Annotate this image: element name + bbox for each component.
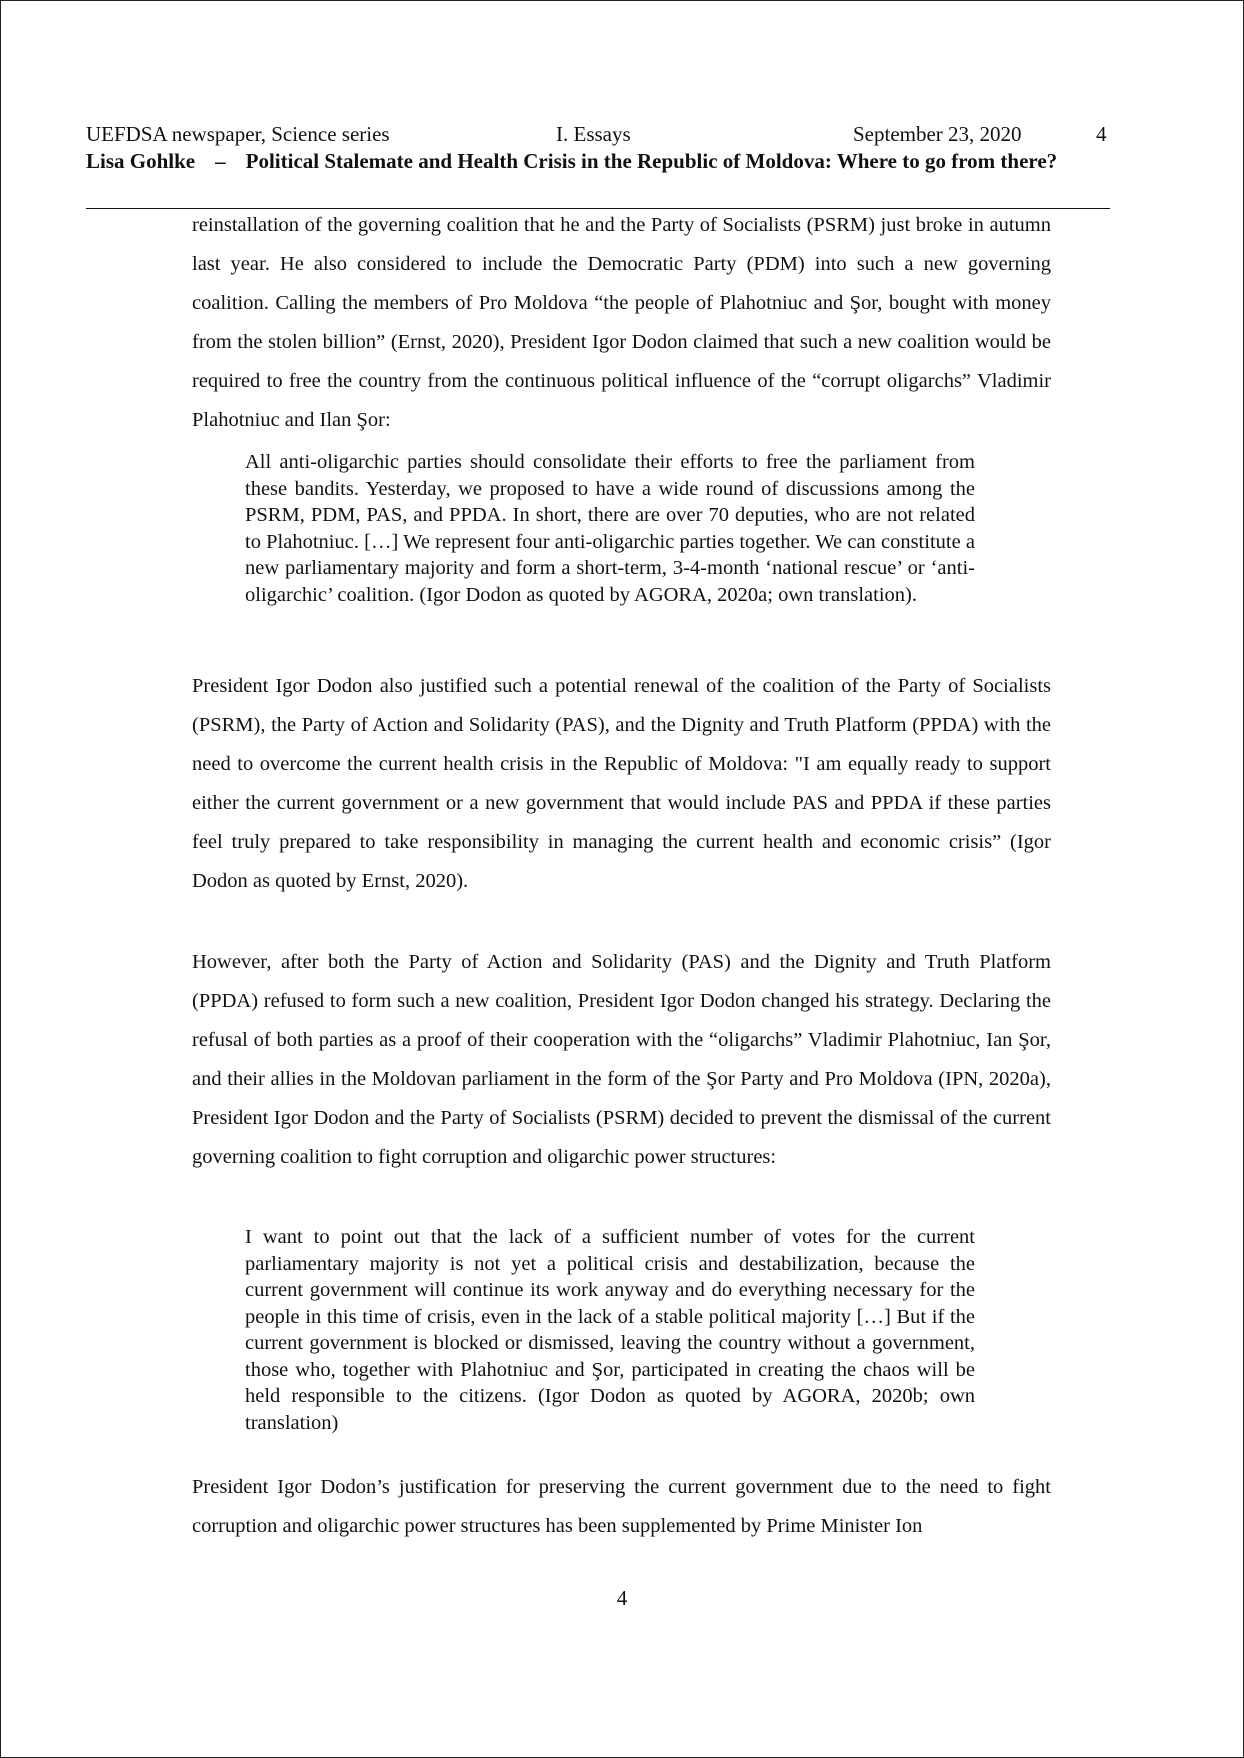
- author-name: Lisa Gohlke: [86, 149, 196, 173]
- header-page-number: 4: [1096, 122, 1107, 146]
- footer-page-number: 4: [616, 1586, 628, 1610]
- body-paragraph-4: President Igor Dodon’s justification for preserving the current government due to the need to fight corruption and oligarchic power structures has been supplemented by Prime Minister Ion: [192, 1476, 1051, 1537]
- block-quote-1: All anti-oligarchic parties should consolidate their efforts to free the parliament from these bandits. Yesterday, we proposed to have a wide round of discussions among the PSRM, PDM, PAS, and PPDA. In short, there are over 70 deputies, who are not related to Plahotniuc. […] We represent four anti-oligarchic parties together. We can constitute a new parliamentary majority and form a short-term, 3-4-month ‘national rescue’ or ‘anti-oligarchic’ coalition. (Igor Dodon as quoted by AGORA, 2020a; own translation).: [245, 451, 975, 606]
- body-paragraph-3: However, after both the Party of Action and Solidarity (PAS) and the Dignity and Truth Platform (PPDA) refused to form such a new coalition, President Igor Dodon changed his strategy. Declaring the refusal of both parties as a proof of their cooperation with the “oligarchs” Vladimir Plahotniuc, Ian Şor, and their allies in the Moldovan parliament in the form of the Şor Party and Pro Moldova (IPN, 2020a), President Igor Dodon and the Party of Socialists (PSRM) decided to prevent the dismissal of the current governing coalition to fight corruption and oligarchic power structures:: [192, 951, 1051, 1168]
- running-header: [86, 120, 1110, 175]
- publication-date: September 23, 2020: [853, 122, 1022, 146]
- byline-separator: –: [215, 149, 226, 173]
- publication-name: UEFDSA newspaper, Science series: [86, 122, 390, 146]
- header-meta-line: [86, 120, 1110, 148]
- block-quote-2: I want to point out that the lack of a sufficient number of votes for the current parliamentary majority is not yet a political crisis and destabilization, because the current government will continue its work anyway and do everything necessary for the people in this time of crisis, even in the lack of a stable political majority […] But if the current government is blocked or dismissed, leaving the country without a government, those who, together with Plahotniuc and Şor, participated in creating the chaos will be held responsible to the citizens. (Igor Dodon as quoted by AGORA, 2020b; own translation): [245, 1226, 975, 1434]
- article-byline: [86, 148, 1110, 175]
- section-label: I. Essays: [556, 122, 631, 146]
- body-paragraph-2: President Igor Dodon also justified such a potential renewal of the coalition of the Party of Socialists (PSRM), the Party of Action and Solidarity (PAS), and the Dignity and Truth Platform (PPDA) with the need to overcome the current health crisis in the Republic of Moldova: "I am equally ready to support either the current government or a new government that would include PAS and PPDA if these parties feel truly prepared to take responsibility in managing the current health and economic crisis” (Igor Dodon as quoted by Ernst, 2020).: [192, 675, 1051, 892]
- body-paragraph-1: reinstallation of the governing coalition that he and the Party of Socialists (PSRM) just broke in autumn last year. He also considered to include the Democratic Party (PDM) into such a new governing coalition. Calling the members of Pro Moldova “the people of Plahotniuc and Şor, bought with money from the stolen billion” (Ernst, 2020), President Igor Dodon claimed that such a new coalition would be required to free the country from the continuous political influence of the “corrupt oligarchs” Vladimir Plahotniuc and Ilan Şor:: [192, 214, 1051, 431]
- article-title: Political Stalemate and Health Crisis in the Republic of Moldova: Where to go from there?: [245, 149, 1058, 173]
